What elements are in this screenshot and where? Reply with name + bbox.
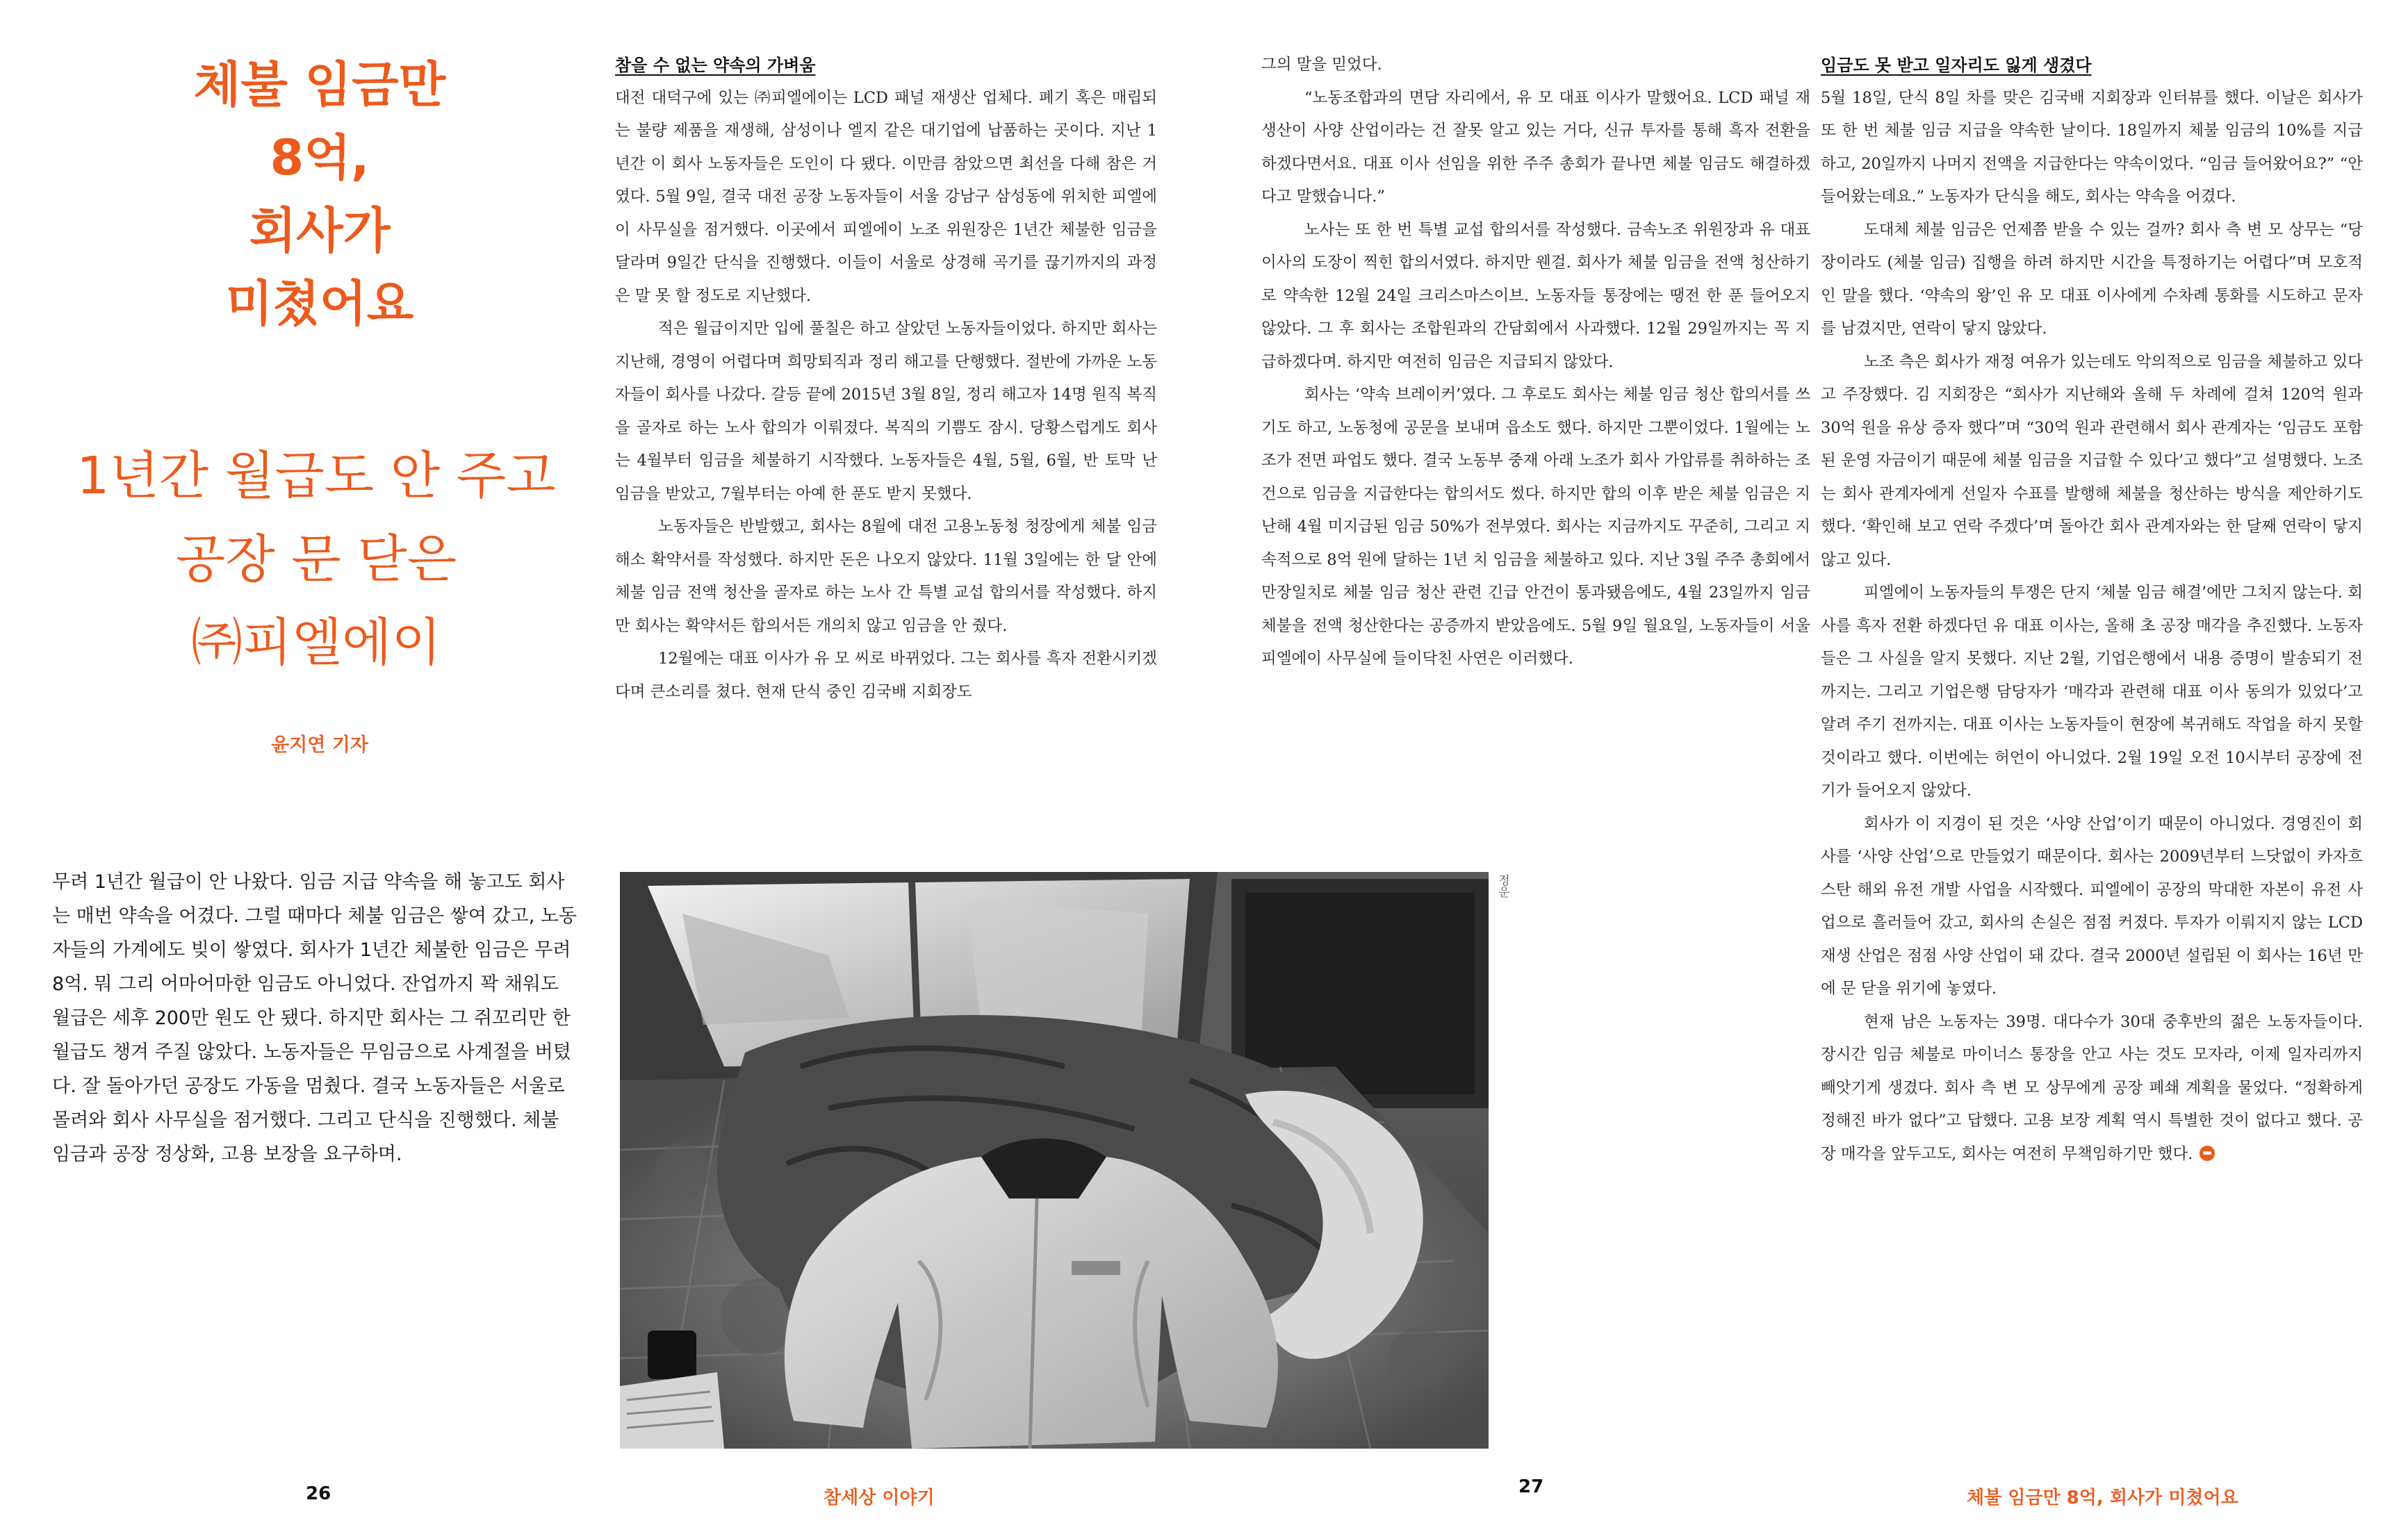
running-title: 체불 임금만 8억, 회사가 미쳤어요: [1967, 1488, 2238, 1508]
body-paragraph: 적은 월급이지만 입에 풀칠은 하고 살았던 노동자들이었다. 하지만 회사는 지난해, 경영이 어렵다며 희망퇴직과 정리 해고를 단행했다. 절반에 가까운 노동자들이 회사를 나갔다. 갈등 끝에 2015년 3월 8일, 정리 해고자 14명 원직 복직을 골자로 하는 노사 합의가 이뤄졌다. 복직의 기쁨도 잠시. 당황스럽게도 회사는 4월부터 임금을 체불하기 시작했다. 노동자들은 4월, 5월, 6월, 반 토막 난 임금을 받았고, 7월부터는 아예 한 푼도 받지 못했다.: [615, 320, 1157, 503]
article-photo: [620, 872, 1489, 1449]
subtitle-line: ㈜피엘에이: [191, 613, 441, 673]
section-heading: 참을 수 없는 약속의 가벼움: [615, 55, 816, 75]
body-paragraph: 노사는 또 한 번 특별 교섭 합의서를 작성했다. 금속노조 위원장과 유 대표 이사의 도장이 찍힌 합의서였다. 하지만 웬걸. 회사가 체불 임금을 전액 청산하기로 약속한 12월 24일 크리스마스이브. 노동자들 통장에는 땡전 한 푼 들어오지 않았다. 그 후 회사는 조합원과의 간담회에서 사과했다. 12월 29일까지는 꼭 지급하겠다며. 하지만 여전히 임금은 지급되지 않았다.: [1261, 220, 1810, 371]
body-paragraph: 노조 측은 회사가 재정 여유가 있는데도 악의적으로 임금을 체불하고 있다고 주장했다. 김 지회장은 “회사가 지난해와 올해 두 차례에 걸쳐 120억 원과 30억 원을 유상 증자 했다”며 “30억 원과 관련해서 회사 관계자는 ‘임금도 포함된 운영 자금이기 때문에 체불 임금을 지급할 수 있다’고 했다”고 설명했다. 노조는 회사 관계자에게 선일자 수표를 발행해 체불을 청산하는 방식을 제안하기도 했다. ‘확인해 보고 연락 주겠다’며 돌아간 회사 관계자와는 한 달째 연락이 닿지 않고 있다.: [1821, 352, 2363, 569]
page-number-left: 26: [306, 1483, 331, 1504]
section-heading: 임금도 못 받고 일자리도 잃게 생겼다: [1821, 55, 2092, 75]
photo-jacket-on-bedding: [620, 872, 1489, 1449]
title-line: 회사가: [249, 202, 391, 259]
body-paragraph: 회사는 ‘약속 브레이커’였다. 그 후로도 회사는 체불 임금 청산 합의서를 쓰기도 하고, 노동청에 공문을 보내며 읍소도 했다. 하지만 그뿐이었다. 1월에는 노조가 전면 파업도 했다. 결국 노동부 중재 아래 노조가 회사 가압류를 취하하는 조건으로 임금을 지급한다는 합의서도 썼다. 하지만 합의 이후 받은 체불 임금은 지난해 4월 미지급된 임금 50%가 전부였다. 회사는 지금까지도 꾸준히, 그리고 지속적으로 8억 원에 달하는 1년 치 임금을 체불하고 있다. 지난 3월 주주 총회에서 만장일치로 체불 임금 청산 관련 긴급 안건이 통과됐음에도, 4월 23일까지 임금 체불을 전액 청산한다는 공증까지 받았음에도. 5월 9일 월요일, 노동자들이 서울 피엘에이 사무실에 들이닥친 사연은 이러했다.: [1261, 386, 1810, 668]
end-mark-icon: [2200, 1146, 2215, 1161]
final-paragraph-text: 현재 남은 노동자는 39명. 대다수가 30대 중후반의 젊은 노동자들이다. 장시간 임금 체불로 마이너스 통장을 안고 사는 것도 모자라, 이제 일자리까지 빼앗기게 생겼다. 회사 측 변 모 상무에게 공장 폐쇄 계획을 물었다. “정확하게 정해진 바가 없다”고 답했다. 고용 보장 계획 역시 특별한 것이 없다고 했다. 공장 매각을 앞두고도, 회사는 여전히 무책임하기만 했다.: [1821, 1012, 2363, 1163]
body-paragraph: 도대체 체불 임금은 언제쯤 받을 수 있는 걸까? 회사 측 변 모 상무는 “당장이라도 (체불 임금) 집행을 하려 하지만 시간을 특정하기는 어렵다”며 모호적인 말을 했다. ‘약속의 왕’인 유 모 대표 이사에게 수차례 통화를 시도하고 문자를 남겼지만, 연락이 닿지 않았다.: [1821, 220, 2363, 338]
body-paragraph: [1821, 1006, 2363, 1171]
article-column-3: [1821, 49, 2363, 1171]
subtitle-line: 공장 문 닫은: [175, 529, 457, 589]
title-line: 미쳤어요: [225, 275, 414, 332]
body-paragraph: “노동조합과의 면담 자리에서, 유 모 대표 이사가 말했어요. LCD 패널 재생산이 사양 산업이라는 건 잘못 알고 있는 거다, 신규 투자를 통해 흑자 전환을 하겠다면서요. 대표 이사 선임을 위한 주주 총회가 끝나면 체불 임금도 해결하겠다고 말했습니다.”: [1261, 88, 1810, 206]
subtitle: [49, 434, 584, 684]
body-paragraph: 노동자들은 반발했고, 회사는 8월에 대전 고용노동청 청장에게 체불 임금 해소 확약서를 작성했다. 하지만 돈은 나오지 않았다. 11월 3일에는 한 달 안에 체불 임금 전액 청산을 골자로 하는 노사 간 특별 교섭 합의서를 작성했다. 하지만 회사는 확약서든 합의서든 개의치 않고 임금을 안 줬다.: [615, 518, 1157, 635]
lede-paragraph: 무려 1년간 월급이 안 나왔다. 임금 지급 약속을 해 놓고도 회사는 매번 약속을 어겼다. 그럴 때마다 체불 임금은 쌓여 갔고, 노동자들의 가계에도 빚이 쌓였다. 회사가 1년간 체불한 임금은 무려 8억. 뭐 그리 어마어마한 임금도 아니었다. 잔업까지 꽉 채워도 월급은 세후 200만 원도 안 됐다. 하지만 회사는 그 쥐꼬리만 한 월급도 챙겨 주질 않았다. 노동자들은 무임금으로 사계절을 버텼다. 잘 돌아가던 공장도 가동을 멈췄다. 결국 노동자들은 서울로 몰려와 회사 사무실을 점거했다. 그리고 단식을 진행했다. 체불 임금과 공장 정상화, 고용 보장을 요구하며.: [52, 871, 578, 1165]
photo-credit: 정운: [1496, 874, 1509, 898]
byline: 윤지연 기자: [271, 734, 368, 756]
body-paragraph: 그의 말을 믿었다.: [1261, 56, 1382, 74]
body-paragraph: 5월 18일, 단식 8일 차를 맞은 김국배 지회장과 인터뷰를 했다. 이날은 회사가 또 한 번 체불 임금 지급을 약속한 날이다. 18일까지 체불 임금의 10%를 지급하고, 20일까지 나머지 전액을 지급한다는 약속이었다. “임금 들어왔어요?” “안 들어왔는데요.” 노동자가 단식을 해도, 회사는 약속을 어겼다.: [1821, 88, 2363, 206]
body-paragraph: 피엘에이 노동자들의 투쟁은 단지 ‘체불 임금 해결’에만 그치지 않는다. 회사를 흑자 전환 하겠다던 유 대표 이사는, 올해 초 공장 매각을 추진했다. 노동자들은 그 사실을 알지 못했다. 지난 2월, 기업은행에서 내용 증명이 발송되기 전까지는. 그리고 기업은행 담당자가 ‘매각과 관련해 대표 이사 동의가 있었다’고 알려 주기 전까지는. 대표 이사는 노동자들이 현장에 복귀해도 작업을 하지 못할 것이라고 했다. 이번에는 허언이 아니었다. 2월 19일 오전 10시부터 공장에 전기가 들어오지 않았다.: [1821, 584, 2363, 800]
page-number-right: 27: [1518, 1476, 1544, 1497]
section-name: 참세상 이야기: [824, 1488, 935, 1508]
body-paragraph: 12월에는 대표 이사가 유 모 씨로 바뀌었다. 그는 회사를 흑자 전환시키겠다며 큰소리를 쳤다. 현재 단식 중인 김국배 지회장도: [615, 650, 1157, 701]
article-column-1: [615, 49, 1157, 709]
body-paragraph: 회사가 이 지경이 된 것은 ‘사양 산업’이기 때문이 아니었다. 경영진이 회사를 ‘사양 산업’으로 만들었기 때문이다. 회사는 2009년부터 느닷없이 카자흐스탄 해외 유전 개발 사업을 시작했다. 피엘에이 공장의 막대한 자본이 유전 사업으로 흘러들어 갔고, 회사의 손실은 점점 커졌다. 투자가 이뤄지지 않는 LCD 재생 산업은 점점 사양 산업이 돼 갔다. 결국 2000년 설립된 이 회사는 16년 만에 문 닫을 위기에 놓였다.: [1821, 814, 2363, 998]
title-line: 체불 임금만: [193, 56, 446, 113]
title-line: 8억,: [270, 129, 370, 186]
body-paragraph: 대전 대덕구에 있는 ㈜피엘에이는 LCD 패널 재생산 업체다. 폐기 혹은 매립되는 불량 제품을 재생해, 삼성이나 엘지 같은 대기업에 납품하는 곳이다. 지난 1년간 이 회사 노동자들은 도인이 다 됐다. 이만큼 참았으면 최선을 다해 참은 거였다. 5월 9일, 결국 대전 공장 노동자들이 서울 강남구 삼성동에 위치한 피엘에이 사무실을 점거했다. 이곳에서 피엘에이 노조 위원장은 1년간 체불한 임금을 달라며 9일간 단식을 진행했다. 이들이 서울로 상경해 곡기를 끊기까지의 과정은 말 못 할 정도로 지난했다.: [615, 88, 1157, 305]
page-title: [111, 49, 528, 340]
subtitle-line: 1년간 월급도 안 주고: [76, 446, 556, 506]
article-column-2: [1261, 49, 1810, 676]
